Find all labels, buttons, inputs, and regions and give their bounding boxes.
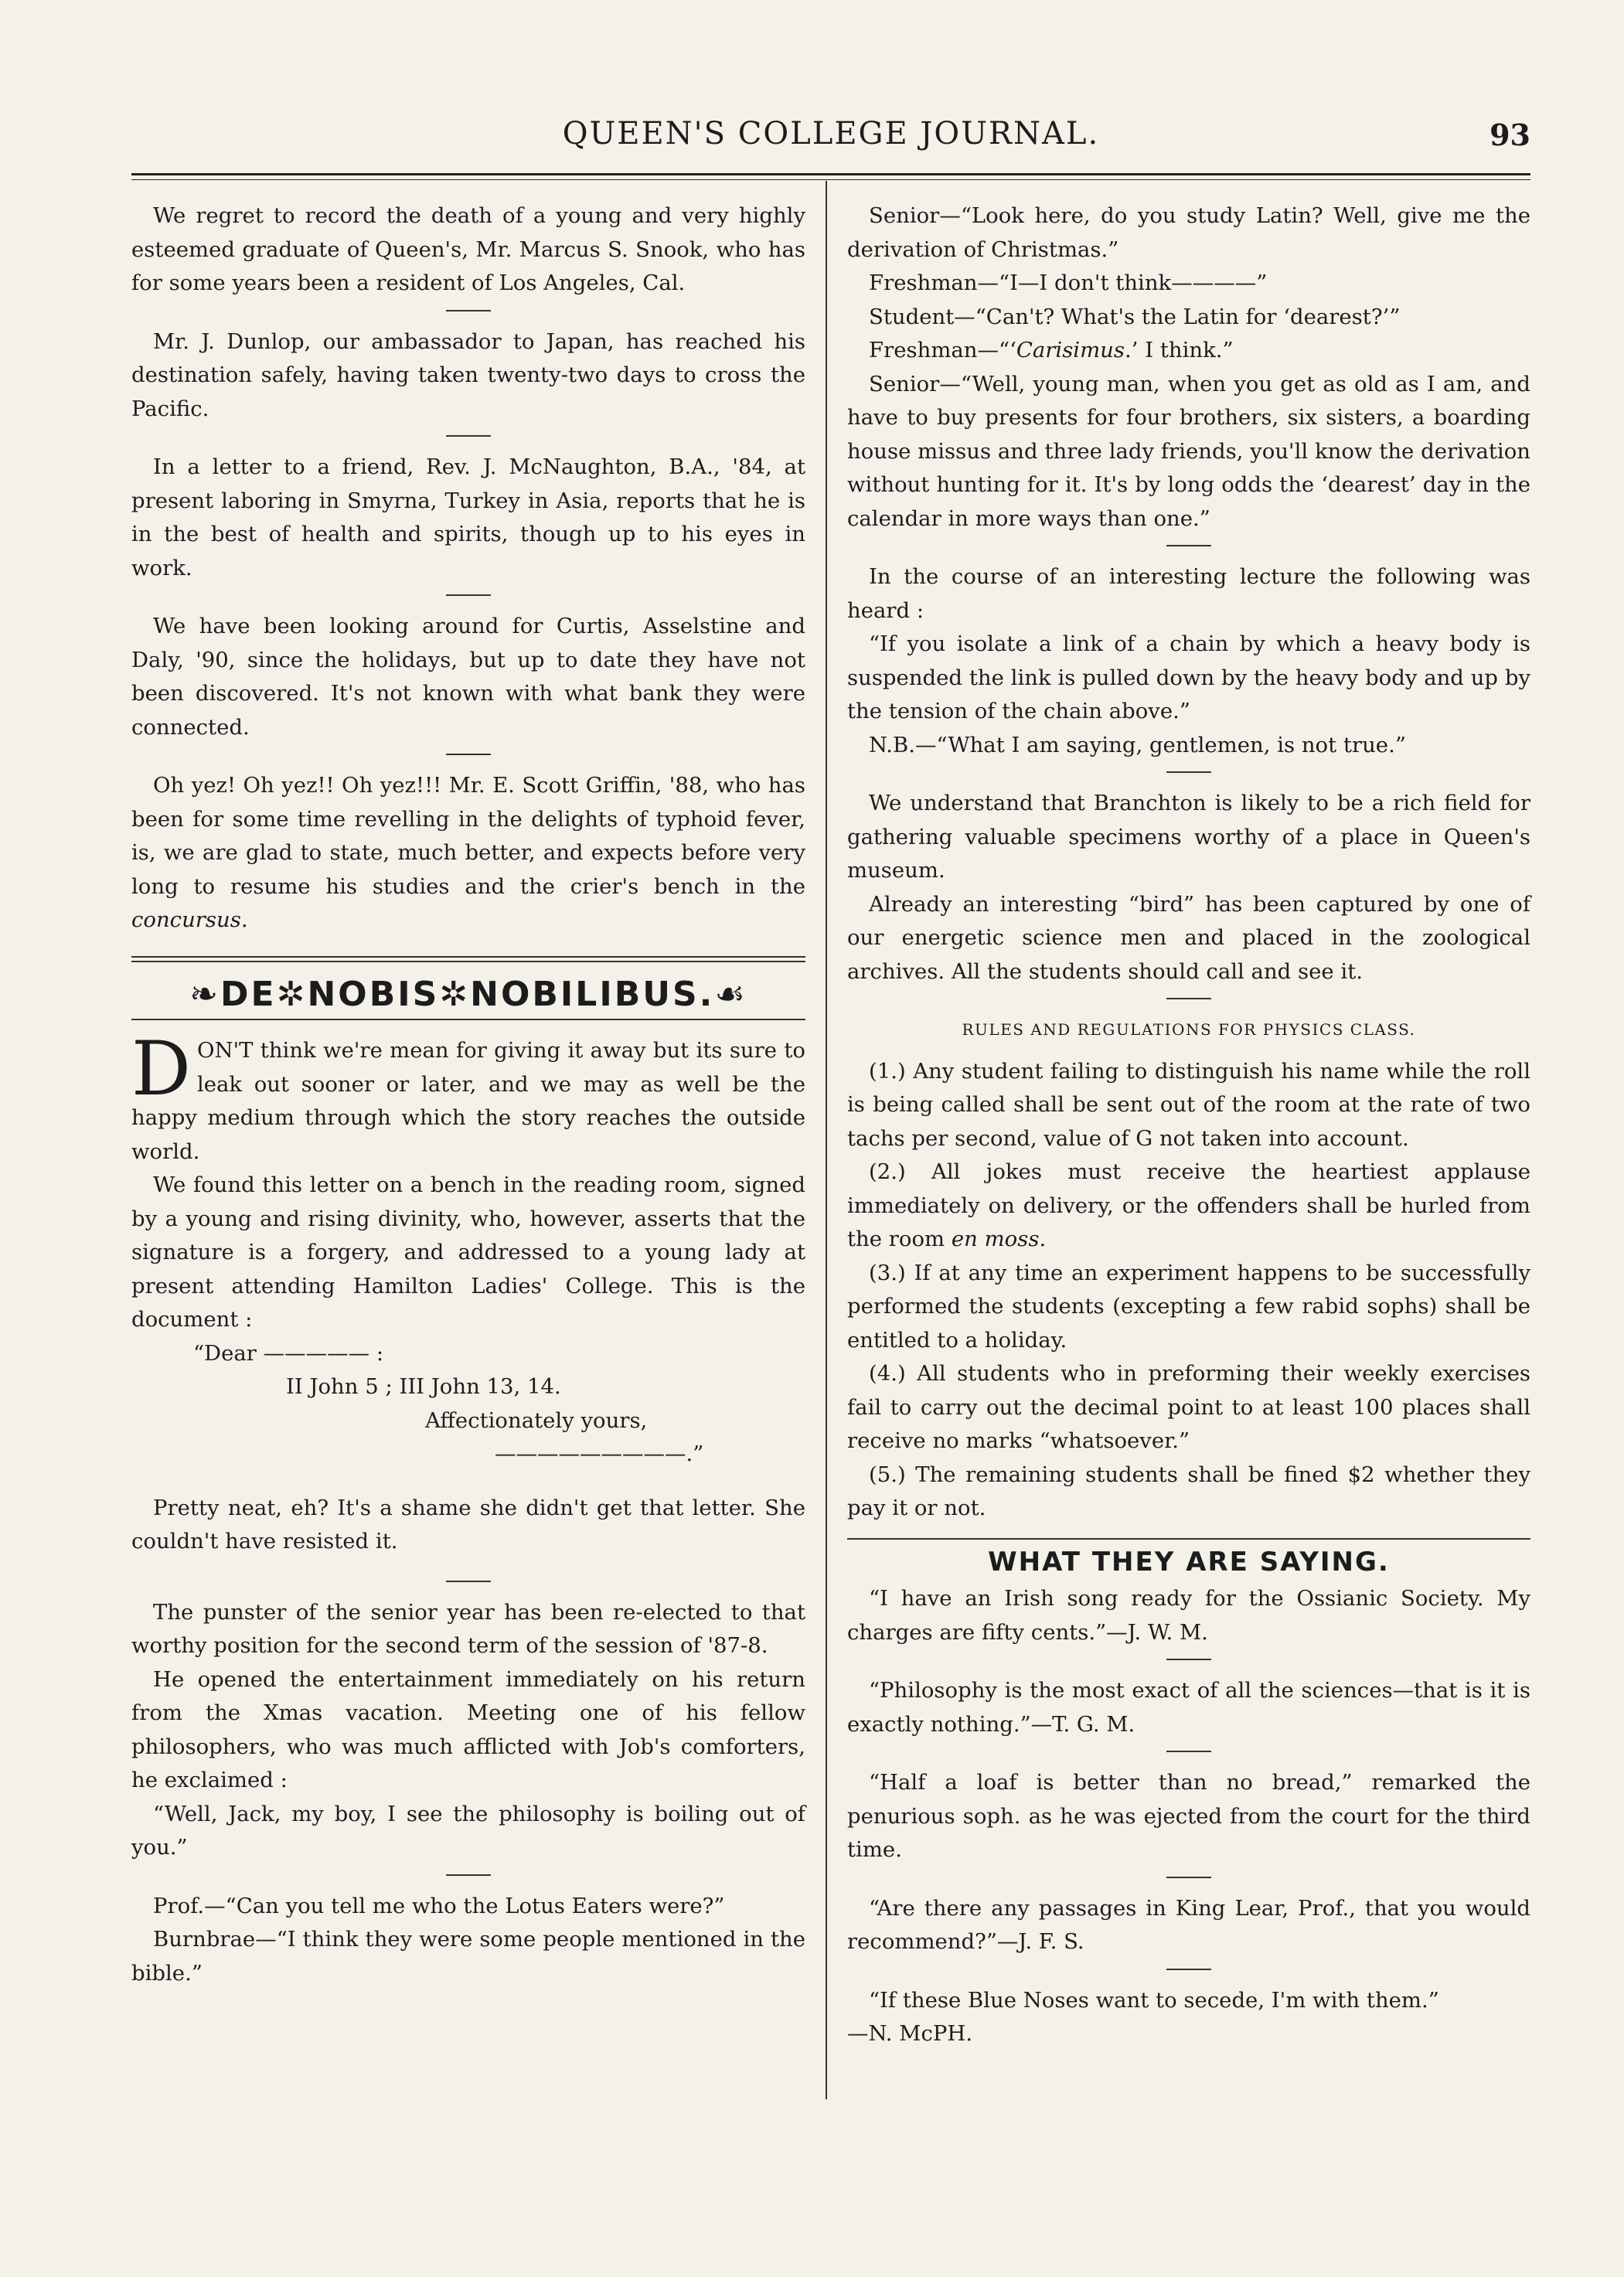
paragraph-prof: Prof.—“Can you tell me who the Lotus Eaters were?” [153,1893,725,1918]
separator-dash [446,1581,491,1582]
paragraph-dont-think [131,1026,805,1169]
paragraph-jack: “Well, Jack, my boy, I see the philosophy is boiling out of you.” [131,1801,805,1860]
freshman-2-italic: Carisimus [1016,338,1125,362]
separator-dash [1166,1969,1211,1970]
section-rule [131,1019,805,1020]
journal-title: QUEEN'S COLLEGE JOURNAL. [562,116,1100,151]
page-header [131,116,1530,165]
saying-heading: WHAT THEY ARE SAYING. [988,1546,1390,1578]
paragraph-punster: The punster of the senior year has been re-elected to that worthy position for the second term of the session of '87-8. [131,1599,805,1658]
separator-dash [446,1874,491,1876]
dont-think-text: ON'T think we're mean for giving it away but its sure to leak out sooner or later, and we may as well be the happy medium through which the story reaches the outside world. [131,1038,805,1164]
page-number: 93 [1490,117,1530,152]
freshman-2-open: Freshman—“‘ [869,338,1016,362]
separator-dash [446,594,491,596]
griffin-text: Oh yez! Oh yez!! Oh yez!!! Mr. E. Scott Griffin, '88, who has been for some time revelling in the delights of typhoid fever, is, we are glad to state, much better, and expects before very long to resume his studies and the crier's bench in the [131,773,805,899]
right-column [847,199,1530,2051]
dialogue-senior-2: Senior—“Well, young man, when you get as old as I am, and have to buy presents for four brothers, six sisters, a boarding house missus and three lady friends, you'll know the derivation without hunting for it. It's by long odds the ‘dearest’ day in the calendar in more ways than one.” [847,371,1530,531]
rule-1: (1.) Any student failing to distinguish his name while the roll is being called shall be sent out of the room at the rate of two tachs per second, value of G not taken into account. [847,1058,1530,1151]
rule-4: (4.) All students who in preforming their weekly exercises fail to carry out the decimal point to at least 100 places shall receive no marks “whatsoever.” [847,1361,1530,1453]
paragraph-griffin [131,769,805,938]
paragraph-nb: N.B.—“What I am saying, gentlemen, is not true.” [869,732,1406,757]
paragraph-snook: We regret to record the death of a young and very highly esteemed graduate of Queen's, Mr. Marcus S. Snook, who has for some years been a resident of Los Angeles, Cal. [131,203,805,295]
saying-5-signature: —N. McPH. [847,2021,973,2046]
paragraph-letter-found: We found this letter on a bench in the reading room, signed by a young and rising divinity, who, however, asserts that the signature is a forgery, and addressed to a young lady at present attending Hamilton Ladies' College. This is the document : [131,1173,805,1332]
dialogue-freshman-1: Freshman—“I—I don't think————” [869,271,1268,295]
header-rule [131,173,1530,175]
separator-dash [1166,545,1211,546]
saying-2: “Philosophy is the most exact of all the sciences—that is it is exactly nothing.”—T. G. M. [847,1678,1530,1737]
saying-5: “If these Blue Noses want to secede, I'm with them.” [869,1987,1439,2013]
section-heading-de-nobis: ❧DE✲NOBIS✲NOBILIBUS.☙ [189,974,747,1014]
dialogue-student: Student—“Can't? What's the Latin for ‘dearest?’” [869,304,1401,329]
rule-5: (5.) The remaining students shall be fined $2 whether they pay it or not. [847,1462,1530,1520]
separator-dash [1166,1659,1211,1660]
paragraph-curtis: We have been looking around for Curtis, Asselstine and Daly, '90, since the holidays, but up to date they have not been discovered. It's not known with what bank they were connected. [131,614,805,740]
dialogue-senior-1: Senior—“Look here, do you study Latin? Well, give me the derivation of Christmas.” [847,203,1530,262]
paragraph-burnbrae: Burnbrae—“I think they were some people mentioned in the bible.” [131,1927,805,1986]
separator-dash [1166,771,1211,773]
left-column [131,199,805,1990]
rule-2-text: (2.) All jokes must receive the heartiest applause immediately on delivery, or the offenders shall be hurled from the room [847,1159,1530,1251]
letter-scripture: II John 5 ; III John 13, 14. [286,1374,561,1399]
paragraph-chain: “If you isolate a link of a chain by which a heavy body is suspended the link is pulled down by the heavy body and up by the tension of the chain above.” [847,631,1530,723]
griffin-italic: concursus. [131,907,248,932]
header-rule-thin [131,179,1530,180]
letter-signature-line: —————————.” [495,1441,704,1466]
drop-cap: D [131,1026,191,1112]
letter-salutation: “Dear ————— : [193,1340,384,1366]
paragraph-lecture: In the course of an interesting lecture the following was heard : [847,564,1530,623]
separator-dash [446,435,491,437]
paragraph-dunlop: Mr. J. Dunlop, our ambassador to Japan, has reached his destination safely, having taken twenty-two days to cross the Pacific. [131,328,805,421]
section-double-rule [131,956,805,962]
separator-dash [446,754,491,755]
saying-4: “Are there any passages in King Lear, Prof., that you would recommend?”—J. F. S. [847,1895,1530,1954]
paragraph-pretty-neat: Pretty neat, eh? It's a shame she didn't get that letter. She couldn't have resisted it. [131,1495,805,1554]
rules-heading: RULES AND REGULATIONS FOR PHYSICS CLASS. [962,1020,1416,1039]
rule-2-italic: en moss. [951,1227,1047,1251]
paragraph-bird: Already an interesting “bird” has been captured by one of our energetic science men and placed in the zoological archives. All the students should call and see it. [847,891,1530,984]
paragraph-mcnaughton: In a letter to a friend, Rev. J. McNaughton, B.A., '84, at present laboring in Smyrna, Turkey in Asia, reports that he is in the best of health and spirits, though up to his eyes in work. [131,454,805,580]
separator-dash [1166,1877,1211,1878]
paragraph-entertainment: He opened the entertainment immediately on his return from the Xmas vacation. Meeting one of his fellow philosophers, who was much afflicted with Job's comforters, he exclaimed : [131,1666,805,1792]
column-divider [826,181,827,2099]
separator-dash [1166,998,1211,999]
section-rule [847,1538,1530,1540]
saying-3: “Half a loaf is better than no bread,” remarked the penurious soph. as he was ejected from the court for the third time. [847,1770,1530,1862]
separator-dash [446,310,491,311]
letter-closing: Affectionately yours, [425,1407,648,1433]
paragraph-branchton: We understand that Branchton is likely to be a rich field for gathering valuable specimens worthy of a place in Queen's museum. [847,791,1530,883]
freshman-2-close: .’ I think.” [1125,338,1234,362]
separator-dash [1166,1751,1211,1752]
saying-1: “I have an Irish song ready for the Ossianic Society. My charges are fifty cents.”—J. W. M. [847,1586,1530,1645]
rule-3: (3.) If at any time an experiment happens to be successfully performed the students (excepting a few rabid sophs) shall be entitled to a holiday. [847,1260,1530,1353]
dialogue-freshman-2 [847,334,1530,368]
rule-2 [847,1156,1530,1257]
